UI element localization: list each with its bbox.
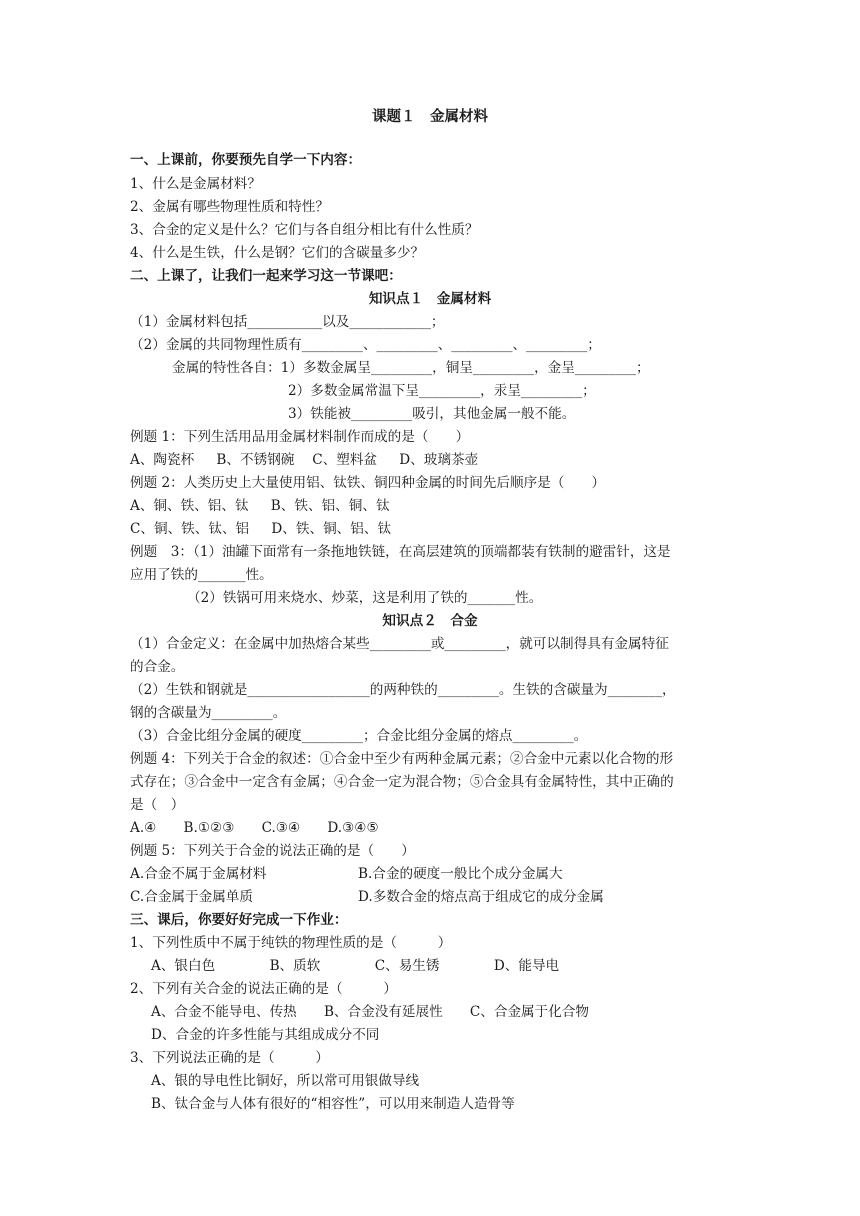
homework-3-option-b: B、钛合金与人体有很好的“相容性”，可以用来制造人造骨等	[151, 1096, 515, 1112]
example-5-question: 例题 5：下列关于合金的说法正确的是（ ）	[130, 843, 415, 859]
homework-2-options-abc: A、合金不能导电、传热 B、合金没有延展性 C、合金属于化合物	[151, 1004, 590, 1020]
knowledge-point-1-heading: 知识点１ 金属材料	[368, 291, 492, 307]
preview-question-3: 3、合金的定义是什么？它们与各自组分相比有什么性质？	[130, 222, 479, 238]
example-5-option-a: A.合金不属于金属材料	[130, 866, 267, 882]
example-5-option-c: C.合金属于金属单质	[130, 889, 253, 905]
example-3-line-3: （2）铁锅可用来烧水、炒菜，这是利用了铁的_______性。	[187, 590, 543, 606]
example-3-line-2: 应用了铁的_______性。	[130, 567, 273, 583]
example-4-line-1: 例题 4：下列关于合金的叙述：①合金中至少有两种金属元素；②合金中元素以化合物的形	[130, 751, 674, 767]
homework-question-1: 1、下列性质中不属于纯铁的物理性质的是（ ）	[130, 935, 452, 951]
homework-1-options: A、银白色 B、质软 C、易生锈 D、能导电	[151, 958, 560, 974]
k1-line-5: 3）铁能被_________吸引，其他金属一般不能。	[288, 406, 576, 422]
example-4-line-2: 式存在；③合金中一定含有金属；④合金一定为混合物；⑤合金具有金属特性，其中正确的	[130, 774, 674, 790]
page-title: 课题１ 金属材料	[372, 108, 488, 125]
homework-2-option-d: D、合金的许多性能与其组成成分不同	[151, 1027, 380, 1043]
example-5-option-b: B.合金的硬度一般比个成分金属大	[358, 866, 563, 882]
homework-question-2: 2、下列有关合金的说法正确的是（ ）	[130, 981, 397, 997]
k2-line-2: 的合金。	[130, 659, 185, 675]
preview-question-1: 1、什么是金属材料？	[130, 176, 261, 192]
example-3-line-1: 例题 3：（1）油罐下面常有一条拖地铁链，在高层建筑的顶端都装有铁制的避雷针，这是	[130, 544, 671, 560]
section-heading-2: 二、上课了，让我们一起来学习这一节课吧：	[130, 268, 402, 284]
preview-question-2: 2、金属有哪些物理性质和特性？	[130, 199, 329, 215]
homework-3-option-a: A、银的导电性比铜好，所以常可用银做导线	[151, 1073, 420, 1089]
example-4-line-3: 是（ ）	[130, 797, 185, 813]
k1-line-4: 2）多数金属常温下呈_________，汞呈_________；	[288, 383, 596, 399]
knowledge-point-2-heading: 知识点２ 合金	[382, 613, 478, 629]
example-1-options: A、陶瓷杯 B、不锈钢碗 C、塑料盆 D、玻璃茶壶	[130, 452, 479, 468]
example-2-options-a: A、铜、铁、铝、钛 B、铁、铝、铜、钛	[130, 498, 390, 514]
example-2-options-b: C、铜、铁、钛、铝 D、铁、铜、铝、钛	[130, 521, 392, 537]
section-heading-1: 一、上课前，你要预先自学一下内容：	[130, 152, 362, 168]
k2-line-4: 钢的含碳量为_________。	[130, 705, 287, 721]
k1-line-2: （2）金属的共同物理性质有_________、_________、_________、_________；	[130, 337, 601, 353]
k2-line-1: （1）合金定义：在金属中加热熔合某些_________或_________，就可以制得具有金属特征	[130, 636, 669, 652]
k1-line-3: 金属的特性各自：1）多数金属呈_________，铜呈_________，金呈_________；	[172, 360, 650, 376]
k2-line-5: （3）合金比组分金属的硬度_________；合金比组分金属的熔点_________。	[130, 728, 588, 744]
k2-line-3: （2）生铁和钢就是__________________的两种铁的_________。生铁的含碳量为________，	[130, 682, 676, 698]
homework-question-3: 3、下列说法正确的是（ ）	[130, 1050, 329, 1066]
example-4-options: A.④ B.①②③ C.③④ D.③④⑤	[130, 820, 379, 836]
example-5-option-d: D.多数合金的熔点高于组成它的成分金属	[358, 889, 604, 905]
example-2-question: 例题 2：人类历史上大量使用铝、钛铁、铜四种金属的时间先后顺序是（ ）	[130, 475, 606, 491]
example-1-question: 例题 1：下列生活用品用金属材料制作而成的是（ ）	[130, 429, 470, 445]
preview-question-4: 4、什么是生铁，什么是钢？它们的含碳量多少？	[130, 245, 425, 261]
k1-line-1: （1）金属材料包括___________以及____________；	[130, 314, 445, 330]
section-heading-3: 三、课后，你要好好完成一下作业：	[130, 912, 348, 928]
